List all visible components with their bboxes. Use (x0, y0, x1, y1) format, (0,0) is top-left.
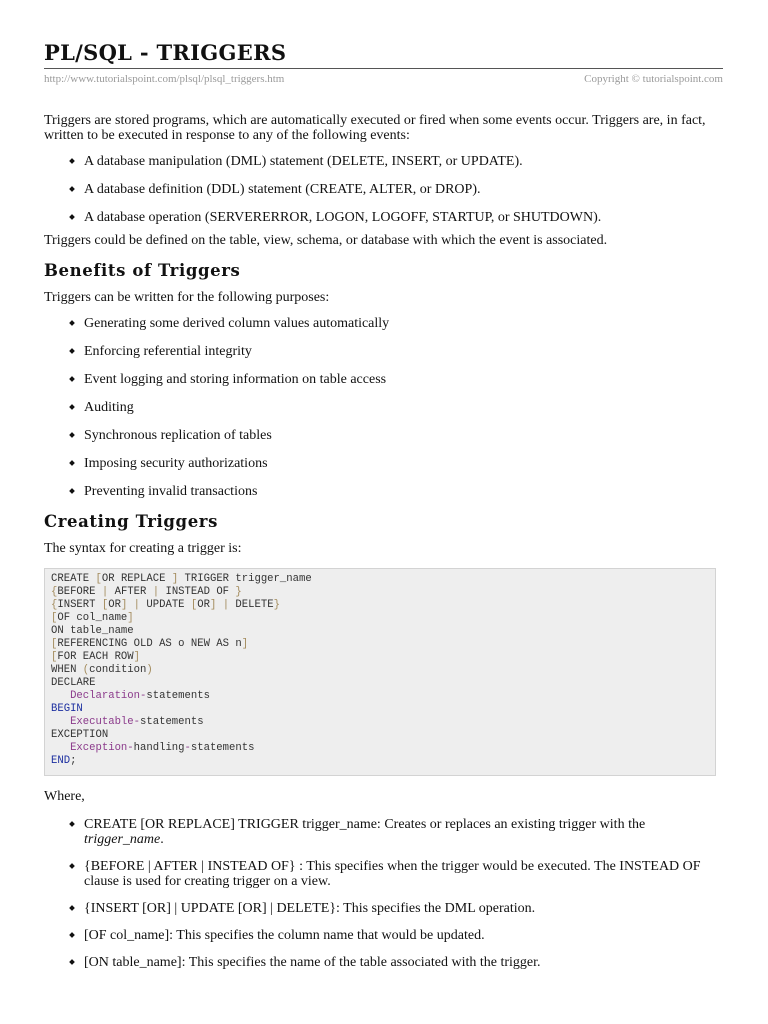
events-list (44, 154, 723, 225)
code-text: statements (140, 716, 204, 728)
code-text: REFERENCING OLD AS o NEW AS n (57, 638, 242, 650)
emphasis-text: trigger_name (84, 832, 161, 847)
title-divider (44, 68, 723, 69)
code-text: condition (89, 664, 147, 676)
code-text: INSERT (57, 599, 102, 611)
code-text: AFTER (108, 586, 153, 598)
code-bracket: ] (171, 573, 179, 585)
code-text: statements (190, 742, 255, 754)
list-item-text: CREATE [OR REPLACE] TRIGGER trigger_name: Creates or replaces an existing trigger with the (84, 817, 646, 832)
code-bracket: [ (101, 599, 109, 611)
code-text: DELETE (235, 599, 274, 611)
list-item-text: [ON table_name]: This specifies the name of the table associated with the trigger. (84, 955, 541, 970)
code-text: TRIGGER trigger_name (178, 573, 312, 585)
copyright-notice: Copyright © tutorialspoint.com (584, 73, 723, 85)
where-label: Where, (44, 789, 85, 804)
code-keyword: BEGIN (51, 703, 83, 715)
code-bracket: [ (51, 651, 58, 663)
trigger-syntax-code-block (44, 568, 716, 776)
code-text: ON table_name (51, 625, 134, 637)
list-item: Event logging and storing information on table access (44, 372, 723, 387)
list-item (44, 901, 723, 916)
code-text: DECLARE (51, 677, 96, 689)
code-bracket: | (101, 586, 109, 598)
code-bracket: ] (133, 651, 141, 663)
code-text (51, 690, 70, 702)
creating-lead: The syntax for creating a trigger is: (44, 541, 242, 556)
list-item: A database manipulation (DML) statement (DELETE, INSERT, or UPDATE). (44, 154, 723, 169)
code-bracket: { (51, 586, 58, 598)
code-bracket: ( (82, 664, 90, 676)
intro-paragraph: Triggers are stored programs, which are automatically executed or fired when some events occur. Triggers are, in fact, written to be executed in response to any of the following events: (44, 113, 706, 143)
code-keyword: Declaration (70, 690, 141, 702)
code-bracket: ] (127, 612, 134, 624)
code-text: INSTEAD OF (159, 586, 236, 598)
list-item: Auditing (44, 400, 723, 415)
code-bracket: } (273, 599, 280, 611)
code-text: ; (70, 755, 77, 767)
code-bracket: ] (209, 599, 217, 611)
code-bracket: ] (120, 599, 128, 611)
where-list (44, 817, 723, 970)
code-bracket: [ (190, 599, 198, 611)
code-operator: - (133, 716, 141, 728)
code-text: handling (133, 742, 185, 754)
code-text: WHEN (51, 664, 83, 676)
code-text: FOR EACH ROW (57, 651, 134, 663)
code-text (51, 742, 70, 754)
list-item: A database definition (DDL) statement (CREATE, ALTER, or DROP). (44, 182, 723, 197)
code-text: BEFORE (57, 586, 102, 598)
list-item: Enforcing referential integrity (44, 344, 723, 359)
code-operator: - (127, 742, 134, 754)
code-text: EXCEPTION (51, 729, 109, 741)
list-item (44, 955, 723, 970)
code-text (51, 716, 70, 728)
code-operator: - (140, 690, 147, 702)
code-operator: - (184, 742, 191, 754)
benefits-list (44, 316, 723, 499)
code-bracket: { (51, 599, 58, 611)
code-bracket: | (152, 586, 160, 598)
code-bracket: | (216, 599, 236, 611)
list-item: A database operation (SERVERERROR, LOGON, LOGOFF, STARTUP, or SHUTDOWN). (44, 210, 723, 225)
content-body (44, 113, 723, 982)
code-keyword: END (51, 755, 71, 767)
creating-heading: Creating Triggers (44, 512, 218, 531)
code-keyword: Exception (70, 742, 128, 754)
events-closing-paragraph: Triggers could be defined on the table, view, schema, or database with which the event is associated. (44, 233, 608, 248)
code-text: OR (108, 599, 121, 611)
code-bracket: ] (241, 638, 249, 650)
code-bracket: [ (51, 638, 58, 650)
code-bracket: } (235, 586, 242, 598)
code-text: OR REPLACE (101, 573, 172, 585)
source-url: http://www.tutorialspoint.com/plsql/plsql_triggers.htm (44, 73, 285, 85)
code-bracket: ) (146, 664, 153, 676)
list-item: Imposing security authorizations (44, 456, 723, 471)
list-item-text: {BEFORE | AFTER | INSTEAD OF} : This specifies when the trigger would be executed. The INSTEAD OF clause is used for creating trigger on a view. (84, 859, 701, 889)
code-keyword: Executable (70, 716, 134, 728)
list-item: Generating some derived column values automatically (44, 316, 723, 331)
list-item (44, 928, 723, 943)
list-item: Preventing invalid transactions (44, 484, 723, 499)
list-item-text: . (160, 832, 164, 847)
code-bracket: [ (95, 573, 102, 585)
code-text: CREATE (51, 573, 96, 585)
list-item (44, 859, 723, 889)
code-text: OR (197, 599, 210, 611)
benefits-lead: Triggers can be written for the following purposes: (44, 290, 330, 305)
list-item-text: {INSERT [OR] | UPDATE [OR] | DELETE}: This specifies the DML operation. (84, 901, 536, 916)
list-item (44, 817, 723, 847)
list-item-text: [OF col_name]: This specifies the column name that would be updated. (84, 928, 485, 943)
code-text: UPDATE (146, 599, 191, 611)
code-bracket: | (127, 599, 147, 611)
code-text: statements (146, 690, 210, 702)
code-bracket: [ (51, 612, 58, 624)
code-text: OF col_name (57, 612, 128, 624)
benefits-heading: Benefits of Triggers (44, 261, 241, 280)
page-title: PL/SQL - TRIGGERS (44, 40, 287, 65)
list-item: Synchronous replication of tables (44, 428, 723, 443)
